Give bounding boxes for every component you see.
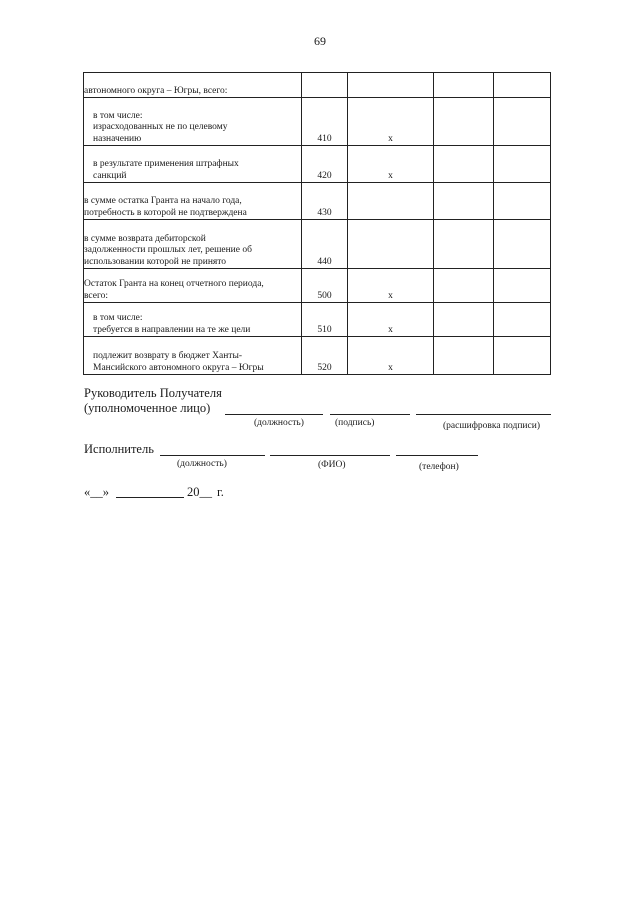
empty-cell bbox=[434, 269, 494, 303]
row-code: 420 bbox=[302, 146, 348, 183]
empty-cell bbox=[434, 337, 494, 375]
caption-transcript: (расшифровка подписи) bbox=[443, 421, 540, 431]
row-mark: х bbox=[348, 337, 434, 375]
exec-phone-line bbox=[396, 455, 478, 456]
empty-cell bbox=[494, 220, 551, 269]
signature-line bbox=[330, 414, 410, 415]
grant-table bbox=[83, 72, 551, 375]
row-label-line: всего: bbox=[84, 290, 109, 301]
row-label-line: в том числе: bbox=[93, 313, 143, 323]
caption-fio: (ФИО) bbox=[318, 460, 346, 470]
row-code: 520 bbox=[302, 337, 348, 375]
table-row bbox=[84, 146, 551, 183]
caption-exec-position: (должность) bbox=[177, 459, 227, 469]
empty-cell bbox=[494, 146, 551, 183]
empty-cell bbox=[434, 146, 494, 183]
empty-cell bbox=[494, 303, 551, 337]
date-suffix: г. bbox=[217, 485, 224, 499]
table-row bbox=[84, 303, 551, 337]
caption-signature: (подпись) bbox=[335, 418, 375, 428]
row-mark bbox=[348, 73, 434, 98]
empty-cell bbox=[494, 73, 551, 98]
empty-cell bbox=[434, 98, 494, 146]
row-label-line: в том числе: bbox=[93, 110, 143, 121]
row-mark: х bbox=[348, 269, 434, 303]
head-title: Руководитель Получателя bbox=[84, 386, 222, 400]
row-label bbox=[84, 303, 302, 337]
date-day: «__» bbox=[84, 485, 109, 499]
empty-cell bbox=[494, 269, 551, 303]
table-row bbox=[84, 220, 551, 269]
empty-cell bbox=[494, 98, 551, 146]
date-year: 20__ bbox=[187, 485, 212, 499]
row-label-line: в сумме возврата дебиторской bbox=[84, 233, 206, 244]
row-label bbox=[84, 73, 302, 98]
row-label bbox=[84, 269, 302, 303]
caption-position: (должность) bbox=[254, 418, 304, 428]
row-code bbox=[302, 73, 348, 98]
row-code: 430 bbox=[302, 183, 348, 220]
table-row bbox=[84, 269, 551, 303]
page-number: 69 bbox=[314, 34, 326, 48]
table-row bbox=[84, 73, 551, 98]
row-label bbox=[84, 337, 302, 375]
row-mark bbox=[348, 220, 434, 269]
table-row bbox=[84, 183, 551, 220]
row-label bbox=[84, 220, 302, 269]
transcript-line bbox=[416, 414, 551, 415]
row-mark: х bbox=[348, 303, 434, 337]
empty-cell bbox=[434, 303, 494, 337]
head-subtitle: (уполномоченное лицо) bbox=[84, 401, 211, 415]
position-line bbox=[225, 414, 323, 415]
exec-fio-line bbox=[270, 455, 390, 456]
empty-cell bbox=[434, 220, 494, 269]
row-label-line: израсходованных не по целевому bbox=[93, 122, 228, 132]
row-label-line: потребность в которой не подтверждена bbox=[84, 207, 247, 218]
row-code: 410 bbox=[302, 98, 348, 146]
grant-table-body bbox=[84, 73, 551, 375]
row-label bbox=[84, 183, 302, 220]
row-code: 500 bbox=[302, 269, 348, 303]
row-label-line: подлежит возврату в бюджет Ханты- bbox=[93, 351, 242, 361]
row-label-line: в результате применения штрафных bbox=[93, 159, 239, 169]
row-label-line: назначению bbox=[93, 133, 142, 144]
row-label bbox=[84, 146, 302, 183]
row-mark bbox=[348, 183, 434, 220]
row-label-line: задолженности прошлых лет, решение об bbox=[84, 245, 252, 255]
caption-phone: (телефон) bbox=[419, 462, 459, 472]
empty-cell bbox=[494, 183, 551, 220]
row-code: 510 bbox=[302, 303, 348, 337]
table-row bbox=[84, 98, 551, 146]
row-label-line: Мансийского автономного округа – Югры bbox=[93, 362, 264, 373]
empty-cell bbox=[494, 337, 551, 375]
row-mark: х bbox=[348, 98, 434, 146]
row-code: 440 bbox=[302, 220, 348, 269]
row-label-line: автономного округа – Югры, всего: bbox=[84, 85, 228, 96]
exec-position-line bbox=[160, 455, 265, 456]
row-label-line: требуется в направлении на те же цели bbox=[93, 324, 251, 335]
executor-label: Исполнитель bbox=[84, 442, 154, 456]
row-label-line: использовании которой не принято bbox=[84, 256, 227, 267]
empty-cell bbox=[434, 73, 494, 98]
empty-cell bbox=[434, 183, 494, 220]
row-label-line: в сумме остатка Гранта на начало года, bbox=[84, 196, 242, 206]
row-label-line: Остаток Гранта на конец отчетного периода, bbox=[84, 279, 264, 289]
table-row bbox=[84, 337, 551, 375]
row-mark: х bbox=[348, 146, 434, 183]
row-label-line: санкций bbox=[93, 170, 127, 181]
date-month-line bbox=[116, 497, 184, 498]
row-label bbox=[84, 98, 302, 146]
